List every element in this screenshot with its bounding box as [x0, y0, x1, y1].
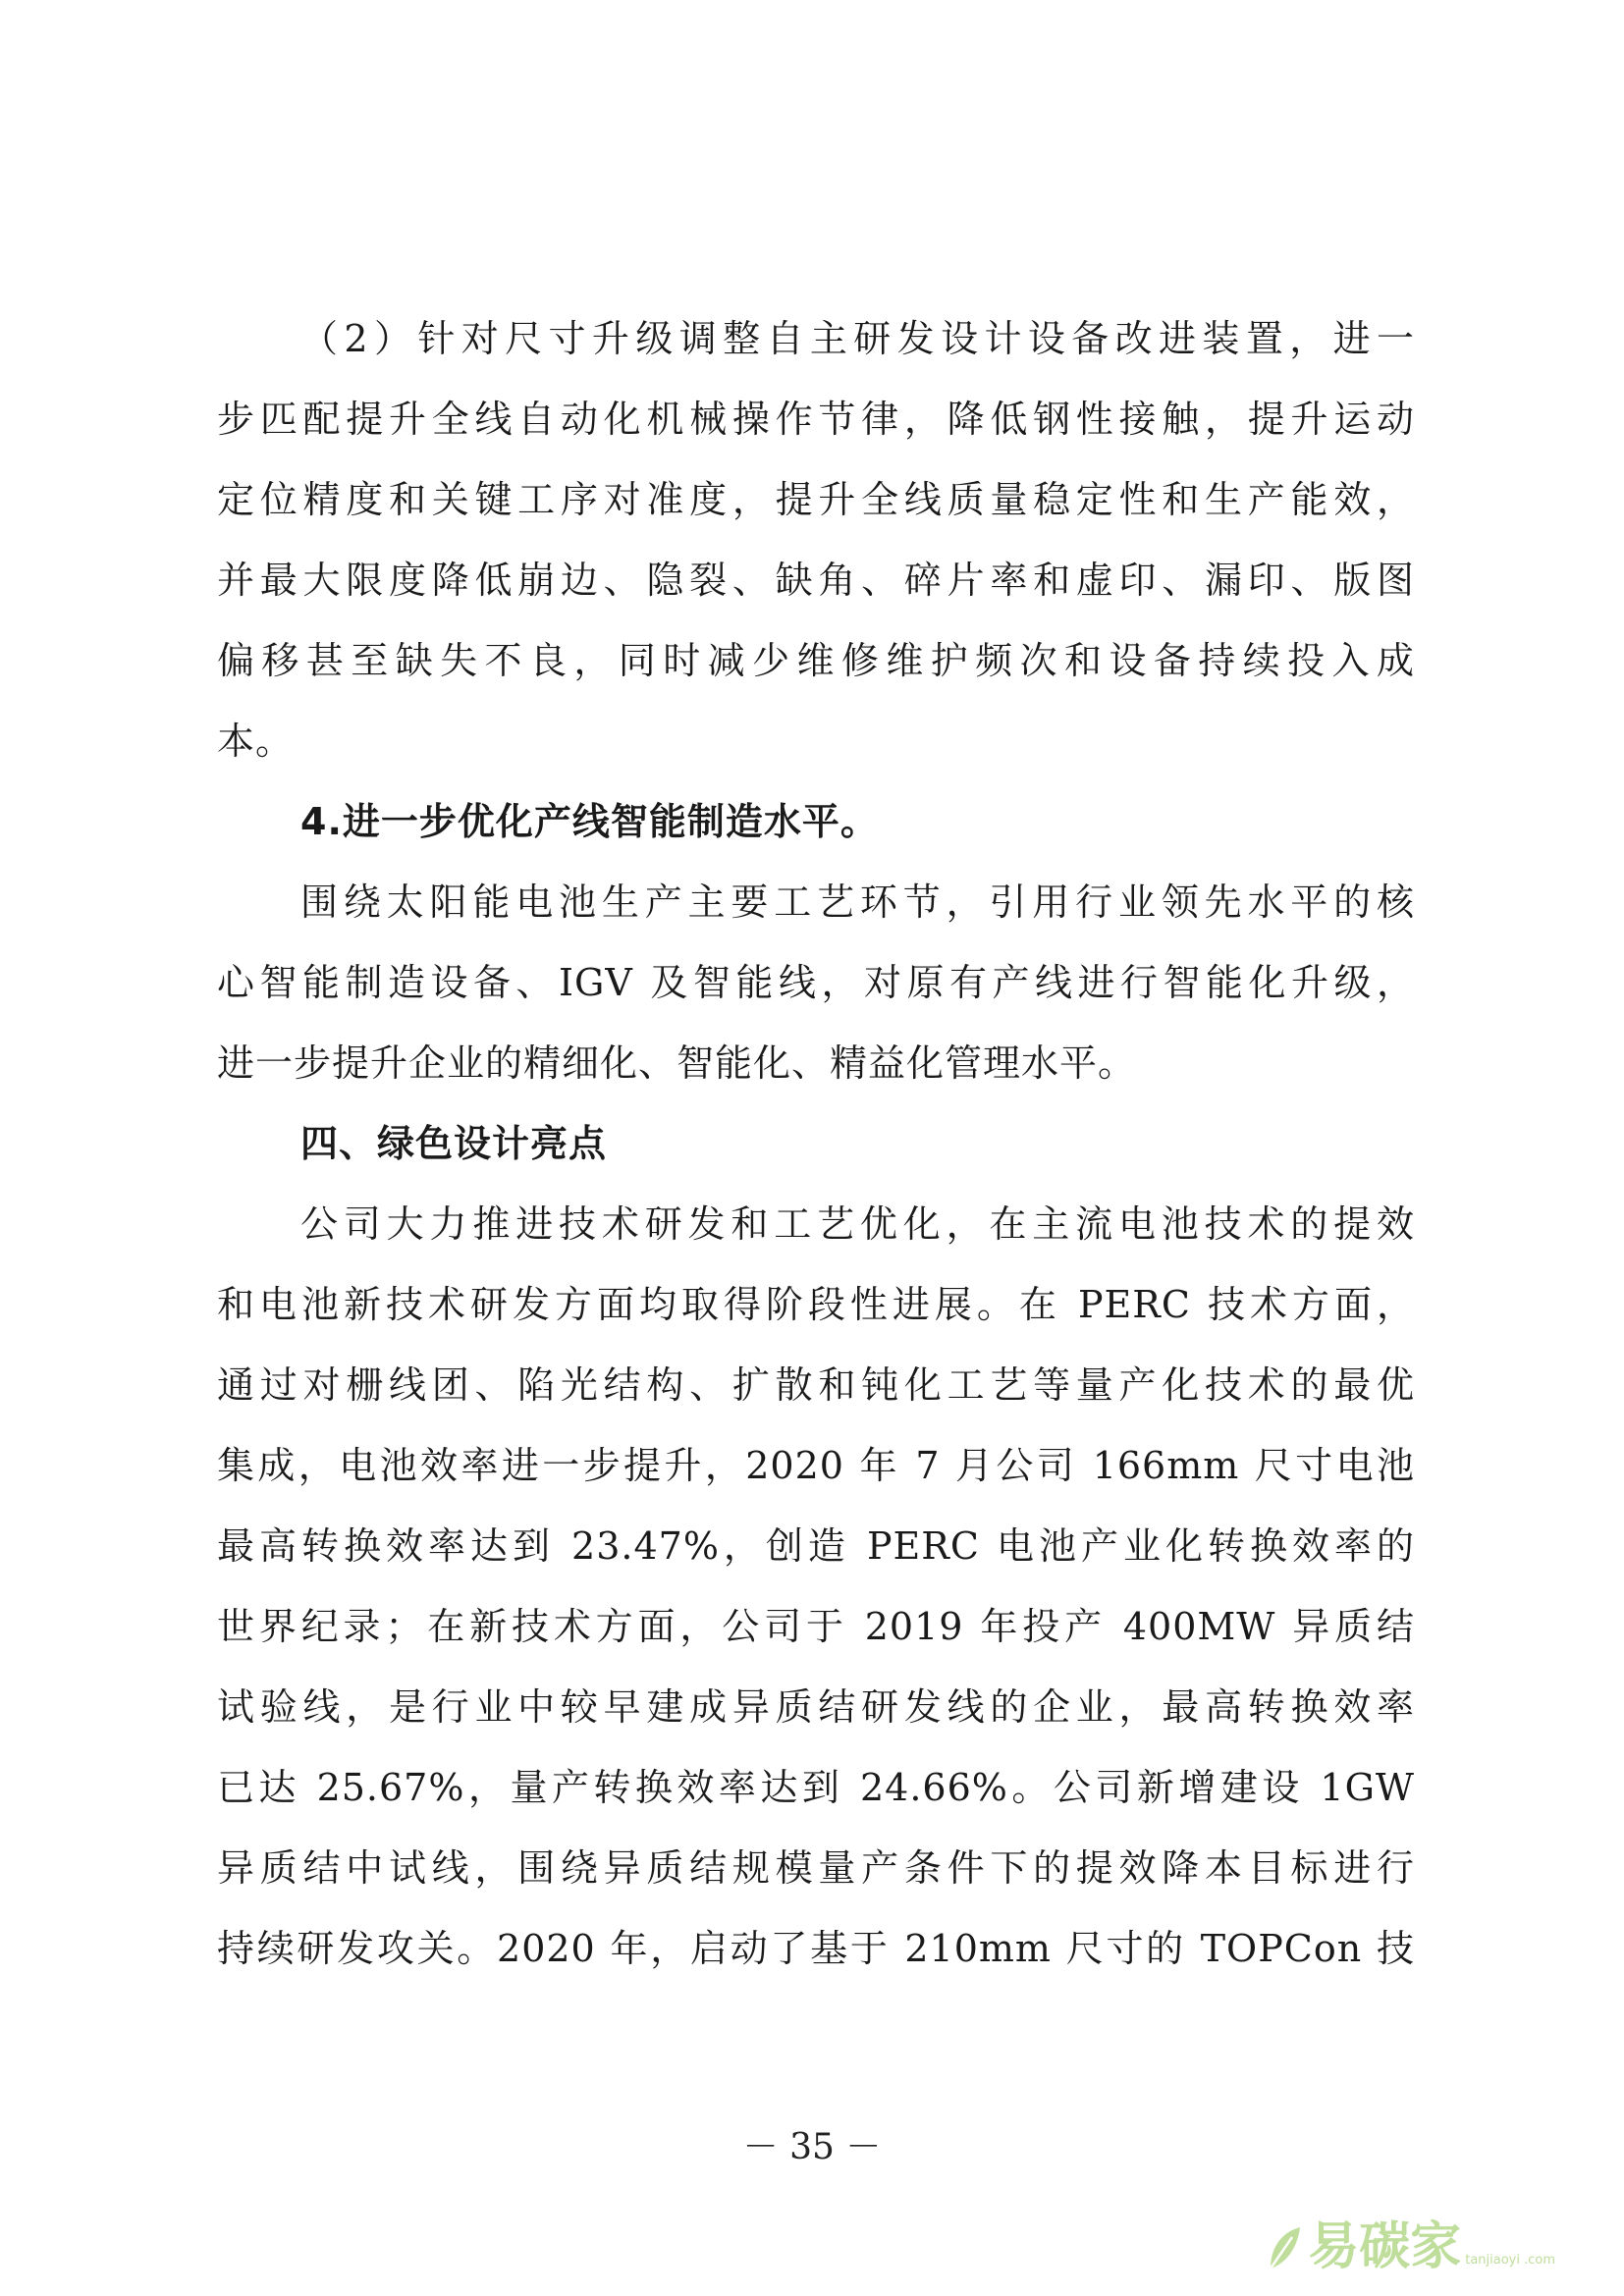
- paragraph-line: 和电池新技术研发方面均取得阶段性进展。在 PERC 技术方面，: [217, 1283, 1415, 1326]
- paragraph-line: 通过对栅线团、陷光结构、扩散和钝化工艺等量产化技术的最优: [217, 1363, 1415, 1407]
- paragraph-line: 集成，电池效率进一步提升，2020 年 7 月公司 166mm 尺寸电池: [217, 1444, 1415, 1487]
- watermark: [1265, 2219, 1555, 2274]
- paragraph-line: 本。: [217, 720, 295, 763]
- paragraph-line: 定位精度和关键工序对准度，提升全线质量稳定性和生产能效，: [217, 478, 1415, 521]
- paragraph-line: 世界纪录；在新技术方面，公司于 2019 年投产 400MW 异质结: [217, 1605, 1415, 1648]
- paragraph-line: （2）针对尺寸升级调整自主研发设计设备改进装置，进一: [300, 317, 1415, 360]
- paragraph-line: 异质结中试线，围绕异质结规模量产条件下的提效降本目标进行: [217, 1846, 1415, 1890]
- paragraph-line: 公司大力推进技术研发和工艺优化，在主流电池技术的提效: [300, 1202, 1415, 1246]
- paragraph-line: 步匹配提升全线自动化机械操作节律，降低钢性接触，提升运动: [217, 398, 1415, 441]
- paragraph-line: 已达 25.67%，量产转换效率达到 24.66%。公司新增建设 1GW: [217, 1766, 1415, 1809]
- paragraph-line: 试验线，是行业中较早建成异质结研发线的企业，最高转换效率: [217, 1685, 1415, 1729]
- paragraph-line: 最高转换效率达到 23.47%，创造 PERC 电池产业化转换效率的: [217, 1524, 1415, 1568]
- paragraph-line: 持续研发攻关。2020 年，启动了基于 210mm 尺寸的 TOPCon 技: [217, 1927, 1415, 1970]
- leaf-logo-icon: [1265, 2223, 1304, 2274]
- paragraph-line: 围绕太阳能电池生产主要工艺环节，引用行业领先水平的核: [300, 881, 1415, 924]
- watermark-text: 易碳家: [1308, 2217, 1462, 2276]
- section-heading: 四、绿色设计亮点: [300, 1122, 608, 1165]
- paragraph-line: 偏移甚至缺失不良，同时减少维修维护频次和设备持续投入成: [217, 639, 1415, 682]
- watermark-subtext: tanjiaoyi .com: [1465, 2253, 1555, 2268]
- page-number: － 35 －: [742, 2127, 882, 2167]
- paragraph-line: 并最大限度降低崩边、隐裂、缺角、碎片率和虚印、漏印、版图: [217, 559, 1415, 602]
- paragraph-line: 进一步提升企业的精细化、智能化、精益化管理水平。: [217, 1041, 1137, 1085]
- section-heading: 4.进一步优化产线智能制造水平。: [300, 800, 879, 843]
- paragraph-line: 心智能制造设备、IGV 及智能线，对原有产线进行智能化升级，: [217, 961, 1415, 1004]
